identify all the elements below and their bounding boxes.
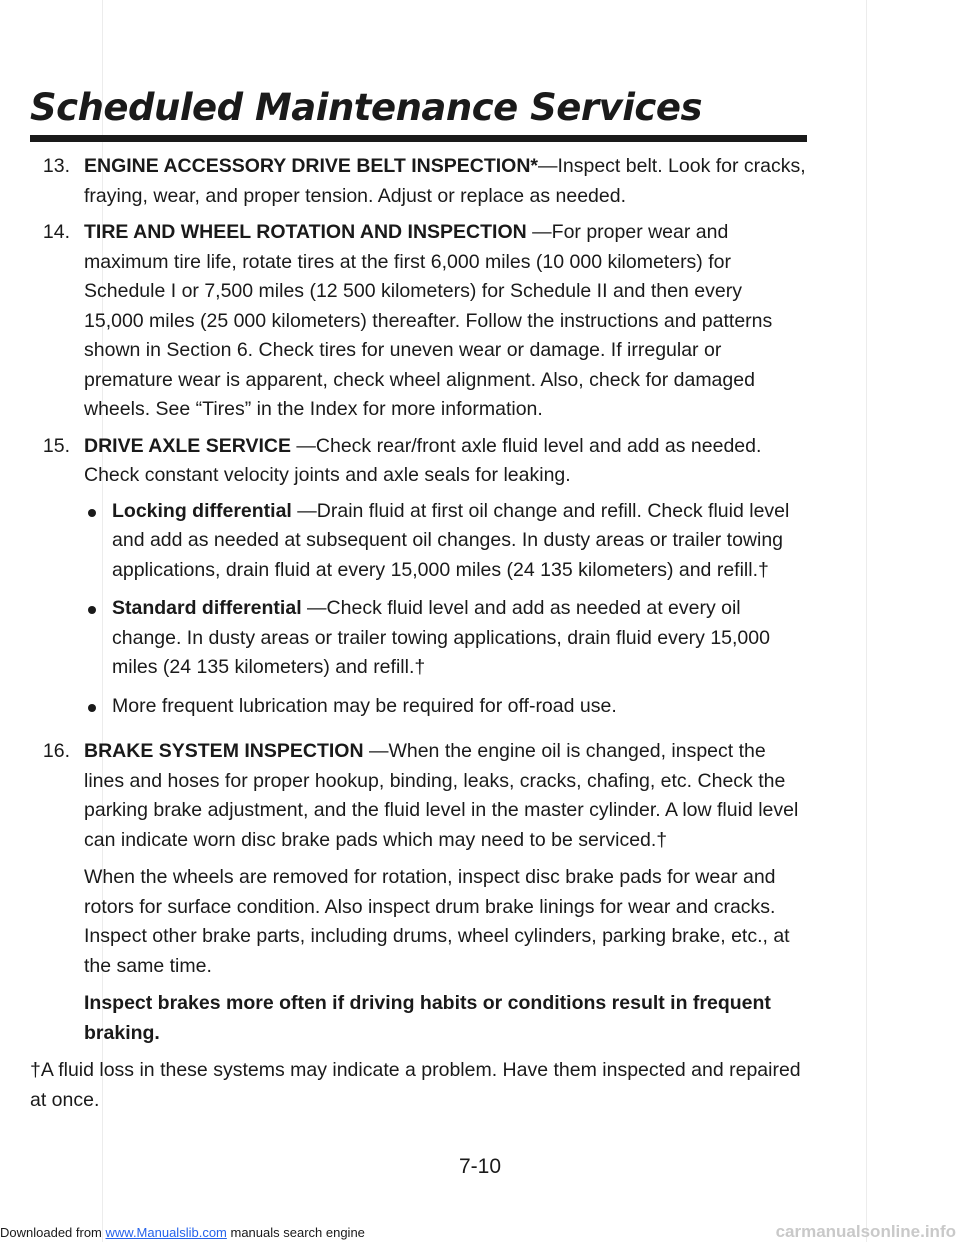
- bullet-locking-differential: [84, 497, 806, 586]
- bullet-text: [112, 497, 806, 586]
- maintenance-item-13: [30, 152, 806, 211]
- bullet-dot-icon: [84, 692, 112, 722]
- footer-suffix: manuals search engine: [226, 1225, 365, 1240]
- item-text: —Check rear/front axle fluid level and add as needed. Check constant velocity joints and axle seals for leaking.: [84, 434, 762, 486]
- page-edge-right: [866, 0, 867, 1242]
- bullet-text: [112, 594, 806, 683]
- maintenance-content: [30, 152, 806, 1115]
- item-body: [84, 432, 806, 731]
- item-text: —When the engine oil is changed, inspect the lines and hoses for proper hookup, binding, leaks, cracks, chafing, etc. Check the parking brake adjustment, and the fluid level in the master cylinder. A low fluid level can indicate worn disc brake pads which may need to be serviced.†: [84, 740, 799, 851]
- page-title: Scheduled Maintenance Services: [30, 86, 702, 129]
- bullet-dot-icon: [84, 497, 112, 586]
- item-text: —For proper wear and maximum tire life, rotate tires at the first 6,000 miles (10 000 kilometers) for Schedule I or 7,500 miles (12 500 kilometers) for Schedule II and then every 15,000 miles (25 000 kilometers) thereafter. Follow the instructions and patterns shown in Section 6. Check tires for uneven wear or damage. If irregular or premature wear is apparent, check wheel alignment. Also, check for damaged wheels. See “Tires” in the Index for more information.: [84, 221, 773, 420]
- bullet-standard-differential: [84, 594, 806, 683]
- bullet-heading: Standard differential: [112, 597, 302, 619]
- manualslib-link[interactable]: www.Manualslib.com: [105, 1225, 227, 1240]
- item-body: [84, 152, 806, 211]
- item-number: 15.: [42, 434, 70, 457]
- bullet-off-road: [84, 692, 806, 722]
- item-heading: TIRE AND WHEEL ROTATION AND INSPECTION: [84, 221, 527, 243]
- item-heading: BRAKE SYSTEM INSPECTION: [84, 740, 364, 762]
- bullet-body: —Drain fluid at first oil change and refill. Check fluid level and add as needed at subsequent oil changes. In dusty areas or trailer towing applications, drain fluid at every 15,000 miles (24 135 kilometers) and refill.†: [112, 499, 790, 581]
- item-number: 14.: [42, 221, 70, 243]
- bullet-text: [112, 692, 617, 722]
- item-text: —Inspect belt. Look for cracks, fraying, wear, and proper tension. Adjust or replace as needed.: [84, 155, 806, 207]
- item-heading: ENGINE ACCESSORY DRIVE BELT INSPECTION*: [84, 155, 538, 177]
- maintenance-item-16: [30, 737, 806, 1048]
- bullet-dot-icon: [84, 594, 112, 683]
- brake-paragraph: When the wheels are removed for rotation, inspect disc brake pads for wear and rotors for surface condition. Also inspect drum brake linings for wear and cracks. Inspect other brake parts, including drums, wheel cylinders, parking brake, etc., at the same time.: [84, 866, 790, 977]
- watermark: carmanualsonline.info: [775, 1222, 956, 1241]
- bullet-body: —Check fluid level and add as needed at every oil change. In dusty areas or trailer towing applications, drain fluid every 15,000 miles (24 135 kilometers) and refill.†: [112, 597, 770, 678]
- item-heading: DRIVE AXLE SERVICE: [84, 434, 291, 457]
- maintenance-item-15: [30, 432, 806, 731]
- brake-warning: Inspect brakes more often if driving habits or conditions result in frequent braking.: [84, 992, 771, 1044]
- bullet-body: More frequent lubrication may be required for off-road use.: [112, 694, 617, 717]
- item-body: [84, 737, 806, 1048]
- item-number: 16.: [42, 740, 70, 762]
- footnote: †A fluid loss in these systems may indicate a problem. Have them inspected and repaired at once.: [30, 1059, 801, 1111]
- footer-prefix: Downloaded from: [0, 1225, 106, 1240]
- title-rule: [30, 135, 807, 142]
- item-body: [84, 218, 806, 425]
- page-number: 7-10: [458, 1155, 502, 1178]
- bullet-heading: Locking differential: [112, 499, 292, 522]
- item-number: 13.: [42, 155, 70, 177]
- maintenance-item-14: [30, 218, 806, 425]
- download-footer: [0, 1224, 365, 1242]
